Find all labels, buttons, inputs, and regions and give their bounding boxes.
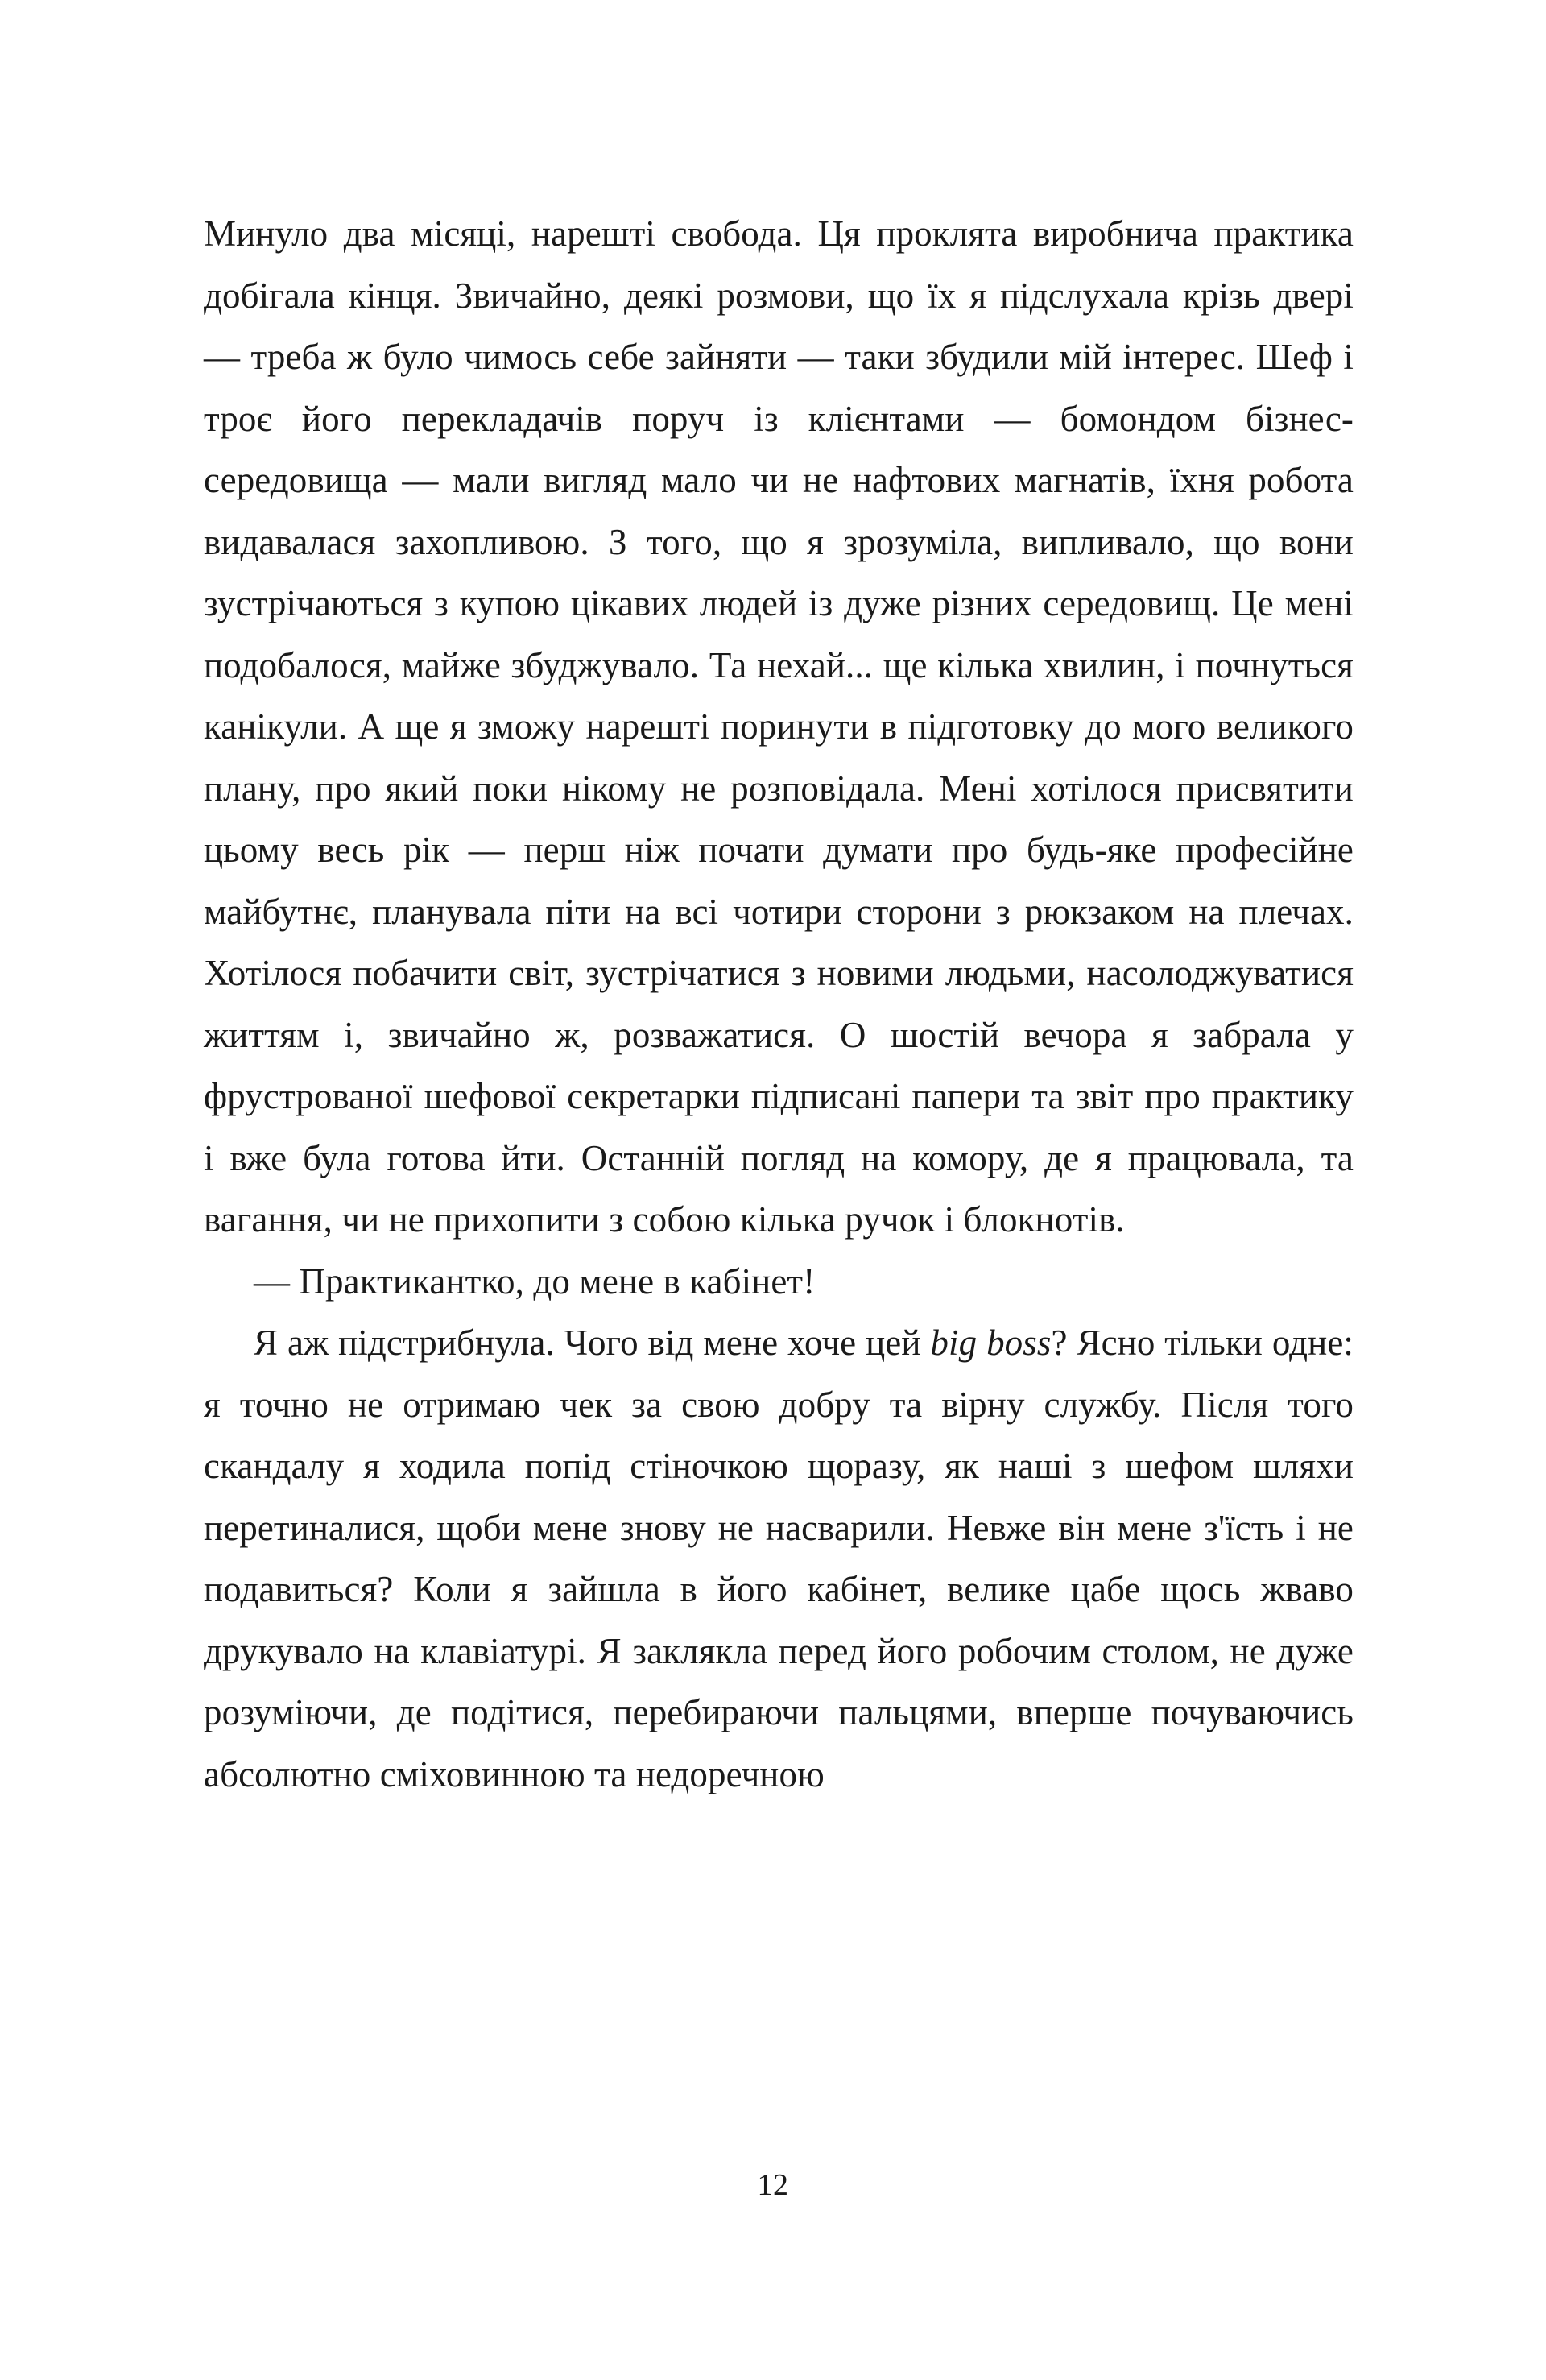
paragraph-3-text-before-italic: Я аж підстрибнула. Чого від мене хоче цей [254,1322,931,1363]
paragraph-2-dialogue: — Практикантко, до мене в кабінет! [254,1260,816,1302]
page-number: 12 [757,2168,789,2202]
paragraph-3 [204,1312,1354,1805]
page-text-block [204,203,1354,1805]
paragraph-1: Минуло два місяці, нарешті свобода. Ця проклята виробнича практика добігала кінця. Звичайно, деякі розмови, що їх я підслухала крізь двері — треба ж було чимось себе зайняти — таки збудили мій інтерес. Шеф і троє його перекладачів поруч із клієнтами — бомондом бізнес-середовища — мали вигляд мало чи не нафтових магнатів, їхня робота видавалася захопливою. З того, що я зрозуміла, випливало, що вони зустрічаються з купою цікавих людей із дуже різних середовищ. Це мені подобалося, майже збуджувало. Та нехай... ще кілька хвилин, і почнуться канікули. А ще я зможу нарешті поринути в підготовку до мого великого плану, про який поки нікому не розповідала. Мені хотілося присвятити цьому весь рік — перш ніж почати думати про будь-яке професійне майбутнє, планувала піти на всі чотири сторони з рюкзаком на плечах. Хотілося побачити світ, зустрічатися з новими людьми, насолоджуватися життям і, звичайно ж, розважатися. О шостій вечора я забрала у фрустрованої шефової секретарки підписані папери та звіт про практику і вже була готова йти. Останній погляд на комору, де я працювала, та вагання, чи не прихопити з собою кілька ручок і блокнотів. [204,213,1354,1240]
italic-phrase-big-boss: big boss [930,1322,1052,1363]
paragraph-3-text-after-italic: ? Ясно тільки одне: я точно не отримаю чек за свою добру та вірну службу. Після того скандалу я ходила попід стіночкою щоразу, як наші з шефом шляхи перетиналися, щоби мене знову не насварили. Невже він мене з'їсть і не подавиться? Коли я зайшла в його кабінет, велике цабе щось жваво друкувало на клавіатурі. Я заклякла перед його робочим столом, не дуже розуміючи, де подітися, перебираючи пальцями, вперше почуваючись абсолютно сміховинною та недоречною [204,1322,1354,1794]
